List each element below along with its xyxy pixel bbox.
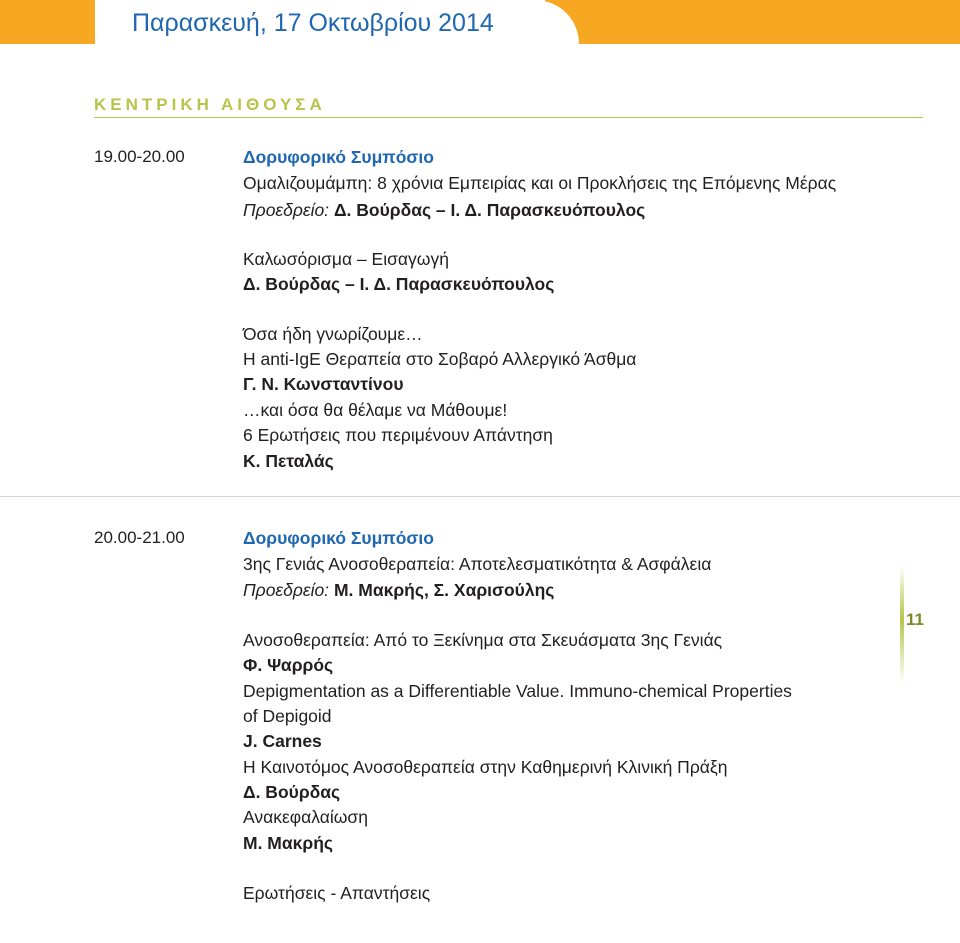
talk-title: 6 Ερωτήσεις που περιμένουν Απάντηση xyxy=(243,425,553,445)
talk-speaker: Κ. Πεταλάς xyxy=(243,451,334,471)
session-subtitle: 3ης Γενιάς Ανοσοθεραπεία: Αποτελεσματικότητα & Ασφάλεια xyxy=(243,554,712,574)
talk-speaker: Δ. Βούρδας xyxy=(243,782,341,802)
session-chairs xyxy=(243,200,645,220)
chairs-label: Προεδρείο: xyxy=(243,580,330,600)
talk-speaker: Φ. Ψαρρός xyxy=(243,655,334,675)
session-time: 19.00-20.00 xyxy=(94,147,185,166)
talk-speaker: Δ. Βούρδας – Ι. Δ. Παρασκευόπουλος xyxy=(243,274,555,294)
qa-item: Ερωτήσεις - Απαντήσεις xyxy=(243,883,431,903)
talk-title: Ανοσοθεραπεία: Από το Ξεκίνημα στα Σκευάσματα 3ης Γενιάς xyxy=(243,630,723,650)
talk-title: of Depigoid xyxy=(243,706,332,726)
session-heading: Δορυφορικό Συμπόσιο xyxy=(243,528,434,548)
session-heading: Δορυφορικό Συμπόσιο xyxy=(243,147,434,167)
page-number: 11 xyxy=(906,610,924,629)
talk-title: …και όσα θα θέλαμε να Μάθουμε! xyxy=(243,400,508,420)
talk-title: Η Καινοτόμος Ανοσοθεραπεία στην Καθημερινή Κλινική Πράξη xyxy=(243,757,728,777)
session-time: 20.00-21.00 xyxy=(94,528,185,547)
talk-speaker: Γ. Ν. Κωνσταντίνου xyxy=(243,374,404,394)
talk-title: Όσα ήδη γνωρίζουμε… xyxy=(243,324,423,344)
talk-title: Ανακεφαλαίωση xyxy=(243,807,368,827)
section-title: ΚΕΝΤΡΙΚΗ ΑΙΘΟΥΣΑ xyxy=(94,95,326,114)
page-date-title: Παρασκευή, 17 Οκτωβρίου 2014 xyxy=(132,9,494,37)
page-marker xyxy=(900,566,904,684)
talk-speaker: J. Carnes xyxy=(243,731,322,751)
chairs-label: Προεδρείο: xyxy=(243,200,330,220)
talk-title: Καλωσόρισμα – Εισαγωγή xyxy=(243,249,449,269)
session-subtitle: Ομαλιζουμάμπη: 8 χρόνια Εμπειρίας και οι Προκλήσεις της Επόμενης Μέρας xyxy=(243,173,837,193)
session-divider xyxy=(0,496,960,497)
session-chairs xyxy=(243,580,554,600)
talk-speaker: Μ. Μακρής xyxy=(243,833,334,853)
chairs-names: Μ. Μακρής, Σ. Χαρισούλης xyxy=(333,580,555,600)
talk-title: Η anti-IgE Θεραπεία στο Σοβαρό Αλλεργικό Άσθμα xyxy=(243,349,637,369)
talk-title: Depigmentation as a Differentiable Value. Immuno-chemical Properties xyxy=(243,681,792,701)
chairs-names: Δ. Βούρδας – Ι. Δ. Παρασκευόπουλος xyxy=(333,200,646,220)
section-divider xyxy=(94,117,923,118)
